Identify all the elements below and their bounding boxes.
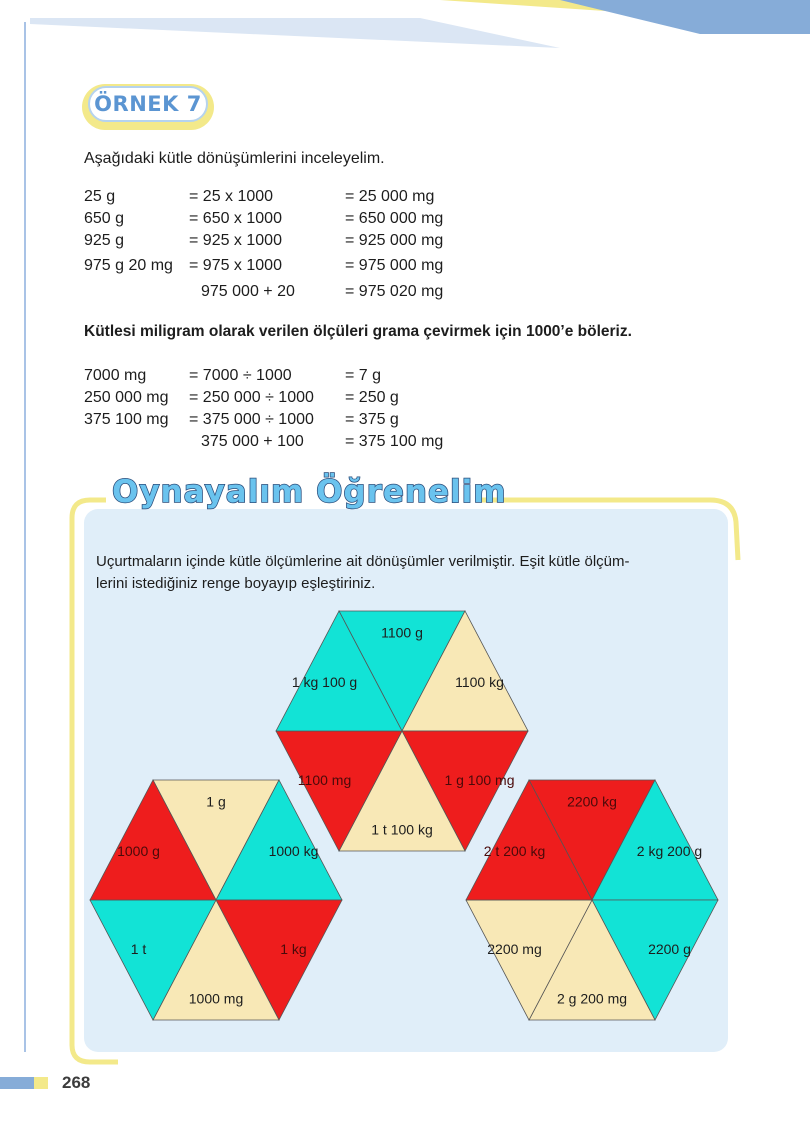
row-operation: = 650 x 1000 bbox=[189, 210, 282, 227]
row-result: = 925 000 mg bbox=[345, 232, 444, 249]
triangle-label: 2 g 200 mg bbox=[556, 990, 628, 1007]
triangle-label: 1 g bbox=[206, 793, 226, 810]
page-number-bar-accent bbox=[34, 1077, 48, 1089]
hexagon-top bbox=[276, 611, 528, 851]
row-result: = 375 g bbox=[345, 411, 399, 428]
triangle-label: 1 t bbox=[130, 941, 147, 958]
row-value: 250 000 mg bbox=[84, 389, 169, 406]
triangle-label: 1 kg bbox=[280, 941, 307, 958]
row-operation: = 375 000 ÷ 1000 bbox=[189, 411, 314, 428]
row-result: = 975 000 mg bbox=[345, 257, 444, 274]
row-value: 7000 mg bbox=[84, 367, 147, 384]
triangle-label: 1100 mg bbox=[297, 772, 352, 789]
triangle-label: 2 kg 200 g bbox=[636, 842, 703, 859]
row-result: = 375 100 mg bbox=[345, 433, 444, 450]
rule-text: Kütlesi miligram olarak verilen ölçüleri grama çevirmek için 1000’e böleriz. bbox=[84, 323, 632, 340]
row-result: = 25 000 mg bbox=[345, 188, 435, 205]
row-result: = 7 g bbox=[345, 367, 382, 384]
row-operation: = 7000 ÷ 1000 bbox=[189, 367, 292, 384]
row-value: 25 g bbox=[84, 188, 116, 205]
row-operation: = 250 000 ÷ 1000 bbox=[189, 389, 314, 406]
row-operation: = 25 x 1000 bbox=[189, 188, 274, 205]
row-value: 650 g bbox=[84, 210, 125, 227]
page-number: 268 bbox=[62, 1073, 91, 1092]
row-result: = 975 020 mg bbox=[345, 283, 444, 300]
triangle-label: 1000 mg bbox=[188, 990, 244, 1007]
triangle-label: 2 t 200 kg bbox=[483, 842, 546, 859]
row-result: = 650 000 mg bbox=[345, 210, 444, 227]
triangle-label: 2200 mg bbox=[487, 941, 542, 958]
row-value: 375 100 mg bbox=[84, 411, 169, 428]
row-operation: 375 000 + 100 bbox=[201, 433, 304, 450]
row-value: 975 g 20 mg bbox=[84, 257, 173, 274]
page-number-bar bbox=[0, 1077, 34, 1089]
triangle-label: 1 t 100 kg bbox=[371, 821, 433, 838]
row-operation: 975 000 + 20 bbox=[201, 283, 295, 300]
triangle-label: 1100 g bbox=[381, 624, 423, 641]
triangle-label: 1100 kg bbox=[455, 673, 504, 690]
row-result: = 250 g bbox=[345, 389, 399, 406]
row-value: 925 g bbox=[84, 232, 125, 249]
triangle-label: 2200 kg bbox=[567, 793, 617, 810]
instruction-line-2: lerini istediğiniz renge boyayıp eşleştiriniz. bbox=[96, 575, 376, 592]
hexagon-left bbox=[90, 780, 342, 1020]
hexagon-right bbox=[466, 780, 718, 1020]
row-operation: = 975 x 1000 bbox=[189, 257, 282, 274]
game-title: Oynayalım Öğrenelim bbox=[112, 474, 507, 510]
triangle-label: 1 kg 100 g bbox=[291, 673, 358, 690]
triangle-label: 1000 kg bbox=[268, 842, 319, 859]
instruction-line-1: Uçurtmaların içinde kütle ölçümlerine ait dönüşümler verilmiştir. Eşit kütle ölçüm- bbox=[96, 553, 630, 570]
triangle-label: 1000 g bbox=[117, 842, 160, 859]
row-operation: = 925 x 1000 bbox=[189, 232, 282, 249]
triangle-label: 2200 g bbox=[648, 941, 691, 958]
intro-text: Aşağıdaki kütle dönüşümlerini inceleyelim. bbox=[84, 150, 385, 167]
example-badge-label: ÖRNEK 7 bbox=[94, 92, 202, 116]
triangle-label: 1 g 100 mg bbox=[444, 772, 515, 789]
